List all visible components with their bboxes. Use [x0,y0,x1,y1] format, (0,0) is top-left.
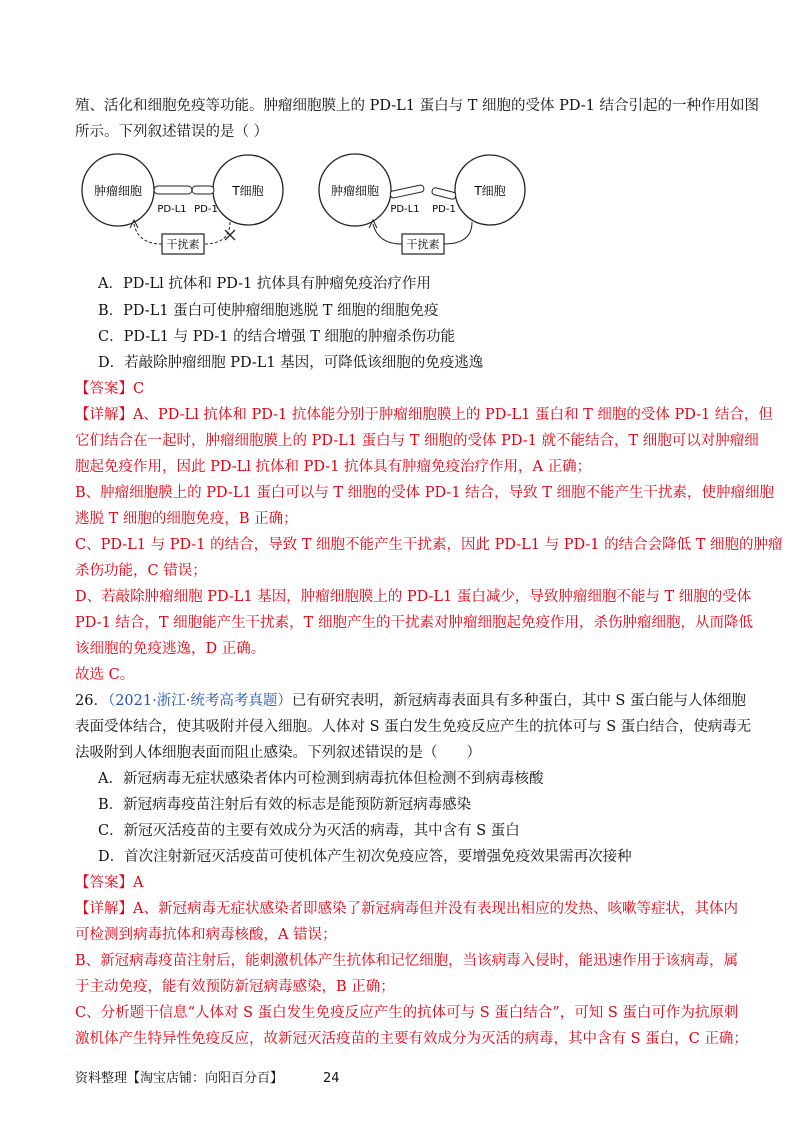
q25-detail-line: 【详解】A、PD-Ll 抗体和 PD-1 抗体能分别于肿瘤细胞膜上的 PD-L1 蛋白和 T 细胞的受体 PD-1 结合，但 [75,407,773,423]
q26-option-d: D．首次注射新冠灭活疫苗可使机体产生初次免疫应答，要增强免疫效果需再次接种 [98,849,632,865]
page-footer [75,1070,340,1088]
left-tumor-label: 肿瘤细胞 [93,184,143,198]
intro-line-1: 殖、活化和细胞免疫等功能。肿瘤细胞膜上的 PD-L1 蛋白与 T 细胞的受体 PD-1 结合引起的一种作用如图 [75,98,760,114]
right-ifn-label: 干扰素 [406,238,440,251]
left-ifn-label: 干扰素 [166,238,200,251]
left-pdl1-label: PD-L1 [157,204,187,215]
q26-option-b: B．新冠病毒疫苗注射后有效的标志是能预防新冠病毒感染 [98,797,472,813]
q25-option-b: B．PD-L1 蛋白可使肿瘤细胞逃脱 T 细胞的细胞免疫 [98,303,439,319]
right-pd1-label: PD-1 [432,204,456,215]
left-tcell-label: T细胞 [232,184,264,198]
q26-detail-line: 于主动免疫，能有效预防新冠病毒感染，B 正确； [75,979,395,995]
q25-detail-line: C、PD-L1 与 PD-1 的结合，导致 T 细胞不能产生干扰素，因此 PD-L1 与 PD-1 的结合会降低 T 细胞的肿瘤 [75,537,783,553]
right-pdl1-label: PD-L1 [390,204,420,215]
q26-stem-line-1 [75,691,746,711]
q26-option-c: C．新冠灭活疫苗的主要有效成分为灭活的病毒，其中含有 S 蛋白 [98,823,520,839]
q26-detail-line: 可检测到病毒抗体和病毒核酸，A 错误； [75,927,337,943]
q25-conclusion: 故选 C。 [75,667,135,683]
q26-detail-line: C、分析题干信息“人体对 S 蛋白发生免疫反应产生的抗体可与 S 蛋白结合”，可知 S 蛋白可作为抗原刺 [75,1005,739,1021]
q25-detail-line: 该细胞的免疫逃逸，D 正确。 [75,641,266,657]
diagram-right-panel [319,154,525,254]
left-pd1-label: PD-1 [194,204,218,215]
footer-text: 资料整理【淘宝店铺：向阳百分百】 [75,1071,284,1086]
q26-answer: 【答案】A [75,875,144,891]
q25-option-c: C．PD-L1 与 PD-1 的结合增强 T 细胞的肿瘤杀伤功能 [98,329,455,345]
q25-option-d: D．若敲除肿瘤细胞 PD-L1 基因，可降低该细胞的免疫逃逸 [98,355,484,371]
q25-option-a: A．PD-Ll 抗体和 PD-1 抗体具有肿瘤免疫治疗作用 [98,276,431,292]
q26-detail-line: B、新冠病毒疫苗注射后，能刺激机体产生抗体和记忆细胞，当该病毒入侵时，能迅速作用于该病毒，属 [75,953,739,969]
right-tumor-label: 肿瘤细胞 [330,184,380,198]
q26-stem-line-2: 表面受体结合，使其吸附并侵入细胞。人体对 S 蛋白发生免疫反应产生的抗体可与 S 蛋白结合，使病毒无 [75,719,752,735]
q25-detail-line: PD-1 结合，T 细胞能产生干扰素，T 细胞产生的干扰素对肿瘤细胞起免疫作用，杀伤肿瘤细胞，从而降低 [75,615,753,631]
q26-stem-text: 已有研究表明，新冠病毒表面具有多种蛋白，其中 S 蛋白能与人体细胞 [291,693,746,709]
q25-detail-line: 逃脱 T 细胞的细胞免疫，B 正确； [75,511,298,527]
intro-line-2: 所示。下列叙述错误的是（ ） [75,124,269,140]
q25-detail-line: 胞起免疫作用，因此 PD-Ll 抗体和 PD-1 抗体具有肿瘤免疫治疗作用，A 正确； [75,459,592,475]
page-number: 24 [323,1071,340,1086]
q25-detail-line: D、若敲除肿瘤细胞 PD-L1 基因，肿瘤细胞膜上的 PD-L1 蛋白减少，导致肿瘤细胞不能与 T 细胞的受体 [75,589,752,605]
q25-detail-line: 它们结合在一起时，肿瘤细胞膜上的 PD-L1 蛋白与 T 细胞的受体 PD-1 就不能结合，T 细胞可以对肿瘤细 [75,433,759,449]
q26-source: （2021·浙江·统考高考真题） [107,693,292,709]
q26-detail-line: 激机体产生特异性免疫反应，故新冠灭活疫苗的主要有效成分为灭活的病毒，其中含有 S 蛋白，C 正确； [75,1031,748,1047]
q25-answer: 【答案】C [75,381,145,397]
q26-option-a: A．新冠病毒无症状感染者体内可检测到病毒抗体但检测不到病毒核酸 [98,771,544,787]
pd1-diagram [80,150,560,269]
q26-stem-line-3: 法吸附到人体细胞表面而阻止感染。下列叙述错误的是（ ） [75,745,481,761]
right-tcell-label: T细胞 [474,184,506,198]
diagram-left-panel [82,154,283,254]
q25-detail-line: 杀伤功能，C 错误； [75,563,207,579]
q26-number: 26． [75,693,108,709]
q26-detail-line: 【详解】A、新冠病毒无症状感染者即感染了新冠病毒但并没有表现出相应的发热、咳嗽等症状，其体内 [75,901,738,917]
q25-detail-line: B、肿瘤细胞膜上的 PD-L1 蛋白可以与 T 细胞的受体 PD-1 结合，导致 T 细胞不能产生干扰素，使肿瘤细胞 [75,485,775,501]
